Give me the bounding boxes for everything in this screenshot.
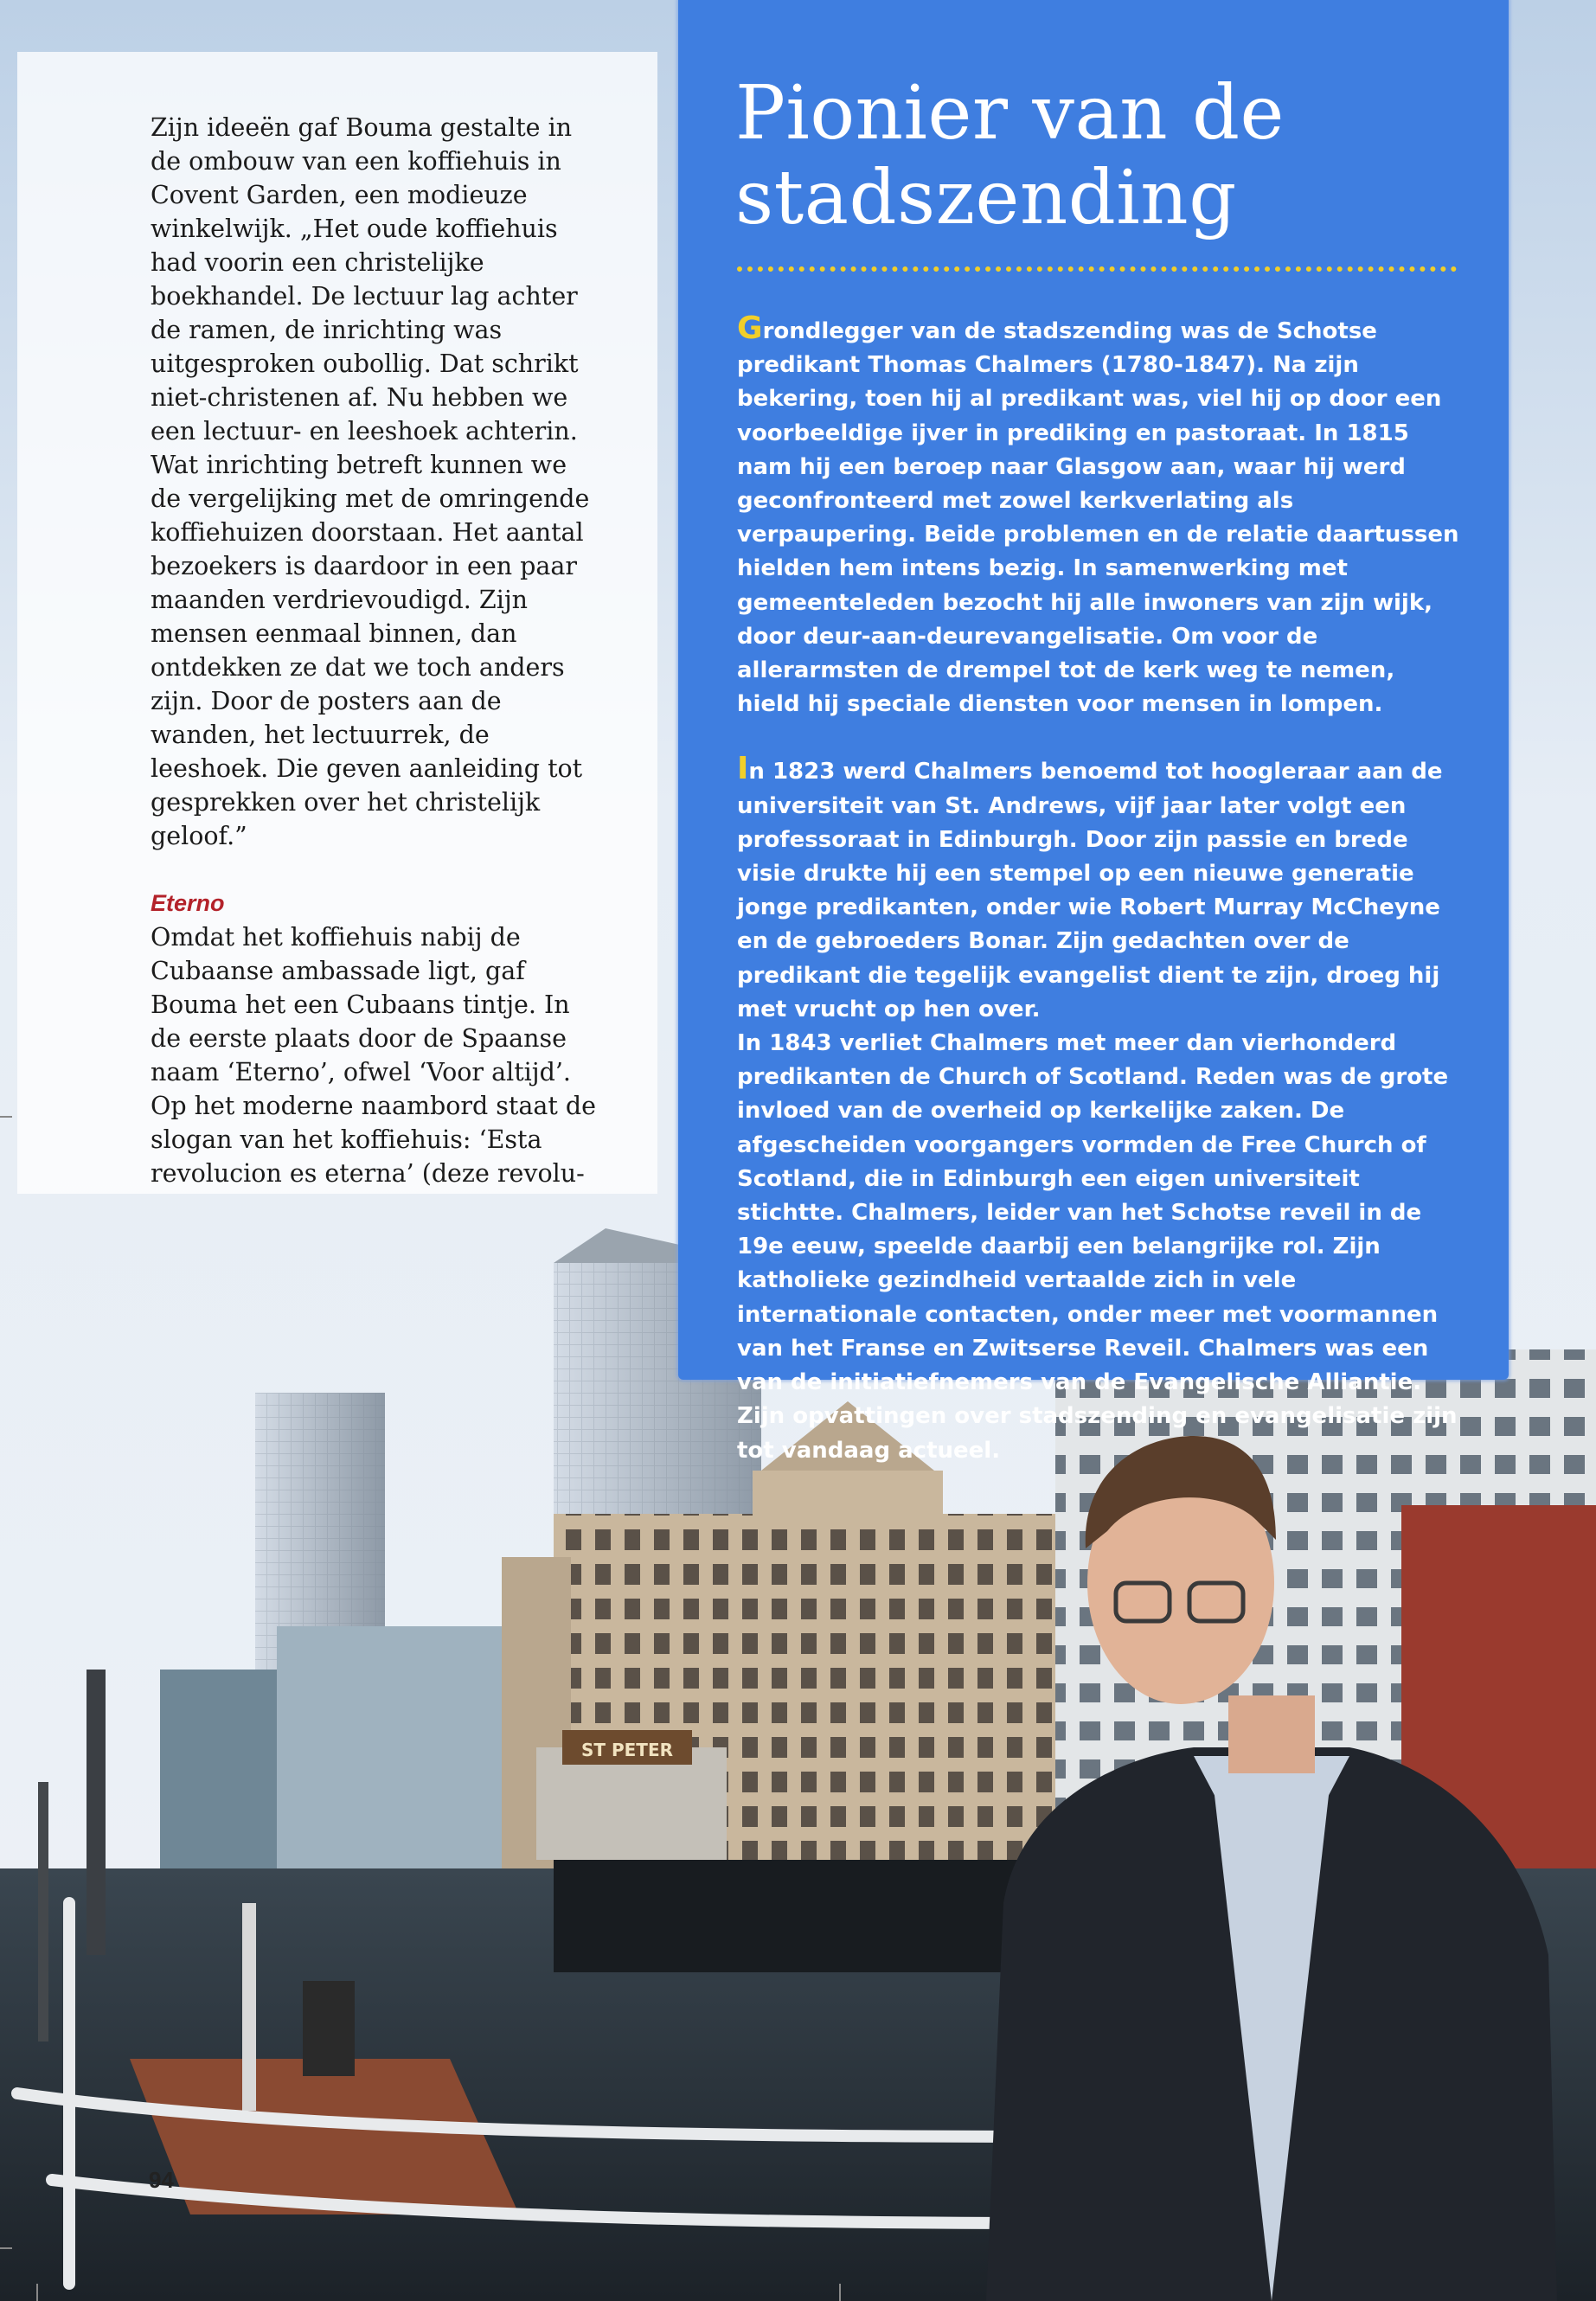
crop-mark	[36, 2284, 38, 2301]
crane	[87, 1670, 106, 1955]
sidebar-paragraph	[737, 751, 1464, 1027]
article-left-column	[151, 111, 600, 1190]
sidebar-box	[678, 0, 1509, 1464]
dotted-divider	[737, 266, 1457, 272]
drop-initial: I	[737, 751, 749, 787]
crop-mark	[839, 2284, 841, 2301]
sidebar-paragraph-text: rondlegger van de stadszending was de Schotse predikant Thomas Chalmers (1780-1847). Na zijn bekering, toen hij al predikant was, viel hij op door een voorbeeldige ijver in prediking en pastoraat. In 1815 nam hij een beroep naar Glasgow aan, waar hij werd geconfronteerd met zowel kerkverlating als verpaupering. Beide problemen en de relatie daartussen hielden hem intens bezig. In samenwerking met gemeenteleden bezocht hij alle inwoners van zijn wijk, door deur-aan-deurevangelisatie. Om voor de allerarmsten de drempel tot de kerk weg te nemen, hield hij speciale diensten voor mensen in lompen.	[737, 318, 1459, 718]
article-paragraph: Zijn ideeën gaf Bouma gestalte in de ombouw van een koffiehuis in Covent Garden, een modieuze winkelwijk. „Het oude koffiehuis had voorin een christelijke boekhandel. De lectuur lag achter de ramen, de inrichting was uitgesproken oubollig. Dat schrikt niet-christenen af. Nu hebben we een lectuur- en leeshoek achterin. Wat inrichting betreft kunnen we de vergelijking met de omringende koffiehuizen doorstaan. Het aantal bezoekers is daardoor in een paar maanden verdrievoudigd. Zijn mensen eenmaal binnen, dan ontdekken ze dat we toch anders zijn. Door de posters aan de wanden, het lectuurrek, de leeshoek. Die geven aanleiding tot gesprekken over het christelijk geloof.”	[151, 113, 590, 850]
boat-sign: ST PETER	[580, 1740, 674, 1760]
sidebar-body	[737, 311, 1464, 1468]
article-paragraph: Omdat het koffiehuis nabij de Cubaanse ambassade ligt, gaf Bouma het een Cubaans tintje. In de eerste plaats door de Spaanse naam ‘Eterno’, ofwel ‘Voor altijd’. Op het moderne naambord staat de slogan van het koffiehuis: ‘Esta revolucion es eterna’ (deze revolu-	[151, 923, 596, 1188]
crop-mark	[0, 1116, 12, 1118]
crop-mark	[0, 2247, 12, 2249]
sidebar-title: Pionier van de stadszending	[735, 70, 1285, 241]
sidebar-paragraph-text: n 1823 werd Chalmers benoemd tot hoogleraar aan de universiteit van St. Andrews, vijf jaar later volgt een professoraat in Edinburgh. Door zijn passie en brede visie drukte hij een stempel op een nieuwe generatie jonge predikanten, onder wie Robert Murray McCheyne en de gebroeders Bonar. Zijn gedachten over de predikant die tegelijk evangelist dient te zijn, droeg hij met vrucht op hen over.	[737, 759, 1443, 1022]
subheading: Eterno	[151, 890, 225, 916]
drop-initial: G	[737, 311, 763, 346]
sidebar-paragraph: In 1843 verliet Chalmers met meer dan vierhonderd predikanten de Church of Scotland. Reden was de grote invloed van de overheid op kerkelijke zaken. De afgescheiden voorgangers vormden de Free Church of Scotland, die in Edinburgh een eigen universiteit stichtte. Chalmers, leider van het Schotse reveil in de 19e eeuw, speelde daarbij een belangrijke rol. Zijn katholieke gezindheid vertaalde zich in vele internationale contacten, onder meer met voormannen van het Franse en Zwitserse Reveil. Chalmers was een van de initiatiefnemers van de Evangelische Alliantie. Zijn opvattingen over stadszending en evangelisatie zijn tot vandaag actueel.	[737, 1030, 1458, 1464]
lamp-post	[38, 1782, 48, 2041]
page-number: 94	[149, 2167, 174, 2193]
sidebar-paragraph	[737, 311, 1464, 721]
